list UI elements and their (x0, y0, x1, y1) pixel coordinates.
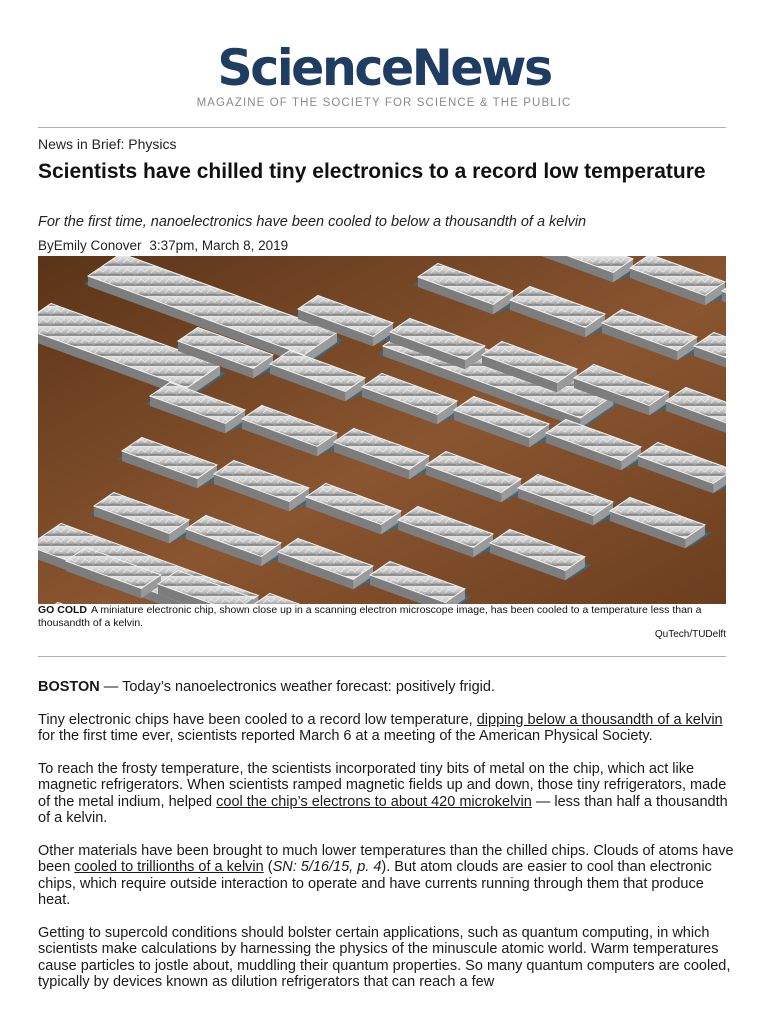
paragraph-1-text: — Today’s nanoelectronics weather forecast: positively frigid. (99, 679, 495, 695)
dateline: BOSTON (38, 679, 100, 695)
paragraph-3 (38, 761, 738, 827)
article-body (38, 679, 738, 1007)
paragraph-2-text-a: Tiny electronic chips have been cooled to a record low temperature, (38, 711, 477, 728)
paragraph-3-text-a: To reach the frosty temperature, the scientists incorporated tiny bits of metal on the chip, which act like magnetic refrigerators. When scientists ramped magnetic fields up and down, those tiny refrigerators, made of the metal indium, helped (38, 760, 727, 810)
article-headline: Scientists have chilled tiny electronics to a record low temperature (38, 160, 706, 183)
kicker-section-link[interactable]: Physics (128, 136, 177, 152)
link-thousandth-kelvin[interactable]: dipping below a thousandth of a kelvin (476, 711, 723, 728)
link-420-microkelvin[interactable]: cool the chip’s electrons to about 420 microkelvin (216, 793, 532, 810)
masthead (0, 0, 768, 110)
author-link[interactable]: Emily Conover (53, 238, 142, 253)
kicker-prefix: News in Brief: (38, 136, 125, 152)
paragraph-4 (38, 843, 738, 909)
paragraph-2 (38, 712, 738, 745)
masthead-tagline: MAGAZINE OF THE SOCIETY FOR SCIENCE & THE PUBLIC (196, 97, 572, 109)
chip-micrograph-image (38, 256, 726, 604)
sciencenews-logo[interactable]: ScienceNews (217, 39, 551, 97)
caption-text: A miniature electronic chip, shown close up in a scanning electron microscope image, has been cooled to a temperature less than a thousandth of a kelvin. (38, 604, 702, 629)
top-divider (38, 127, 726, 128)
kicker (38, 136, 176, 152)
paragraph-4-text-b: ( (263, 859, 273, 875)
paragraph-4-text-c: ). But atom clouds are easier to cool than electronic chips, which require outside interaction to operate and have currents running through them that produce heat. (38, 859, 712, 908)
article-dek: For the first time, nanoelectronics have been cooled to below a thousandth of a kelvin (38, 214, 587, 230)
paragraph-3-text-b: — less than half a thousandth of a kelvin. (38, 793, 728, 826)
paragraph-1 (38, 679, 738, 696)
image-credit: QuTech/TUDelft (654, 629, 726, 640)
figure-caption (38, 604, 726, 630)
link-trillionths-kelvin[interactable]: cooled to trillionths of a kelvin (74, 859, 264, 875)
paragraph-5: Getting to supercold conditions should bolster certain applications, such as quantum computing, in which scientists make calculations by harnessing the physics of the minuscule atomic world. Warm temperatures cause particles to jostle about, muddling their quantum properties. So many quantum computers are cooled, typically by devices known as dilution refrigerators that can reach a few (38, 924, 731, 990)
sn-citation: SN: 5/16/15, p. 4 (272, 859, 382, 875)
paragraph-4-text-a: Other materials have been brought to much lower temperatures than the chilled chips. Clouds of atoms have been (38, 842, 734, 875)
paragraph-2-text-b: for the first time ever, scientists reported March 6 at a meeting of the American Physical Society. (38, 728, 653, 744)
byline-by: By (38, 238, 54, 253)
chip-substrate (38, 256, 726, 604)
body-divider (38, 656, 726, 657)
timestamp: 3:37pm, March 8, 2019 (149, 238, 289, 253)
byline (38, 238, 292, 253)
caption-label: GO COLD (38, 604, 87, 616)
hero-image (38, 256, 726, 604)
